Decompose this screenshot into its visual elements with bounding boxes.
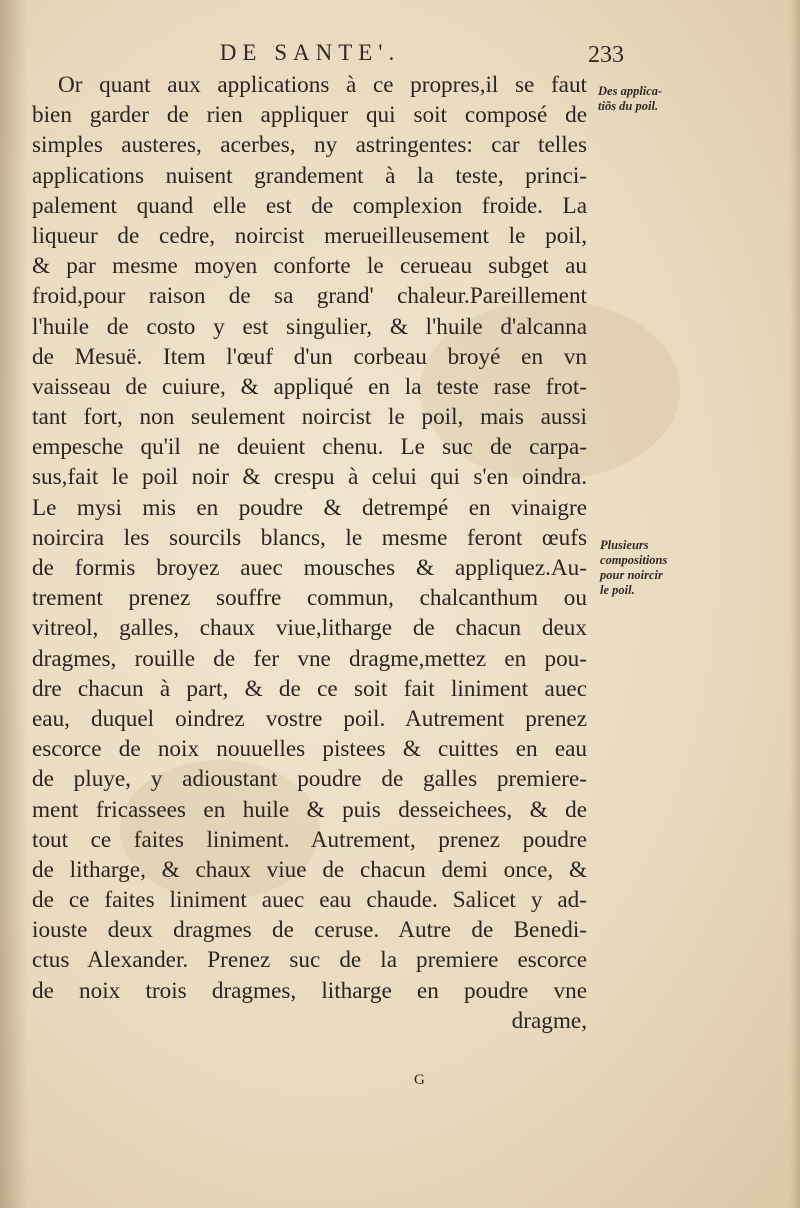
text-line: trement prenez souffre commun, chalcanthum ou bbox=[32, 585, 587, 612]
text-line: sus,fait le poil noir & crespu à celui qui s'en oindra. bbox=[32, 464, 587, 491]
text-line: applications nuisent grandement à la teste, princi- bbox=[32, 162, 587, 189]
text-line: vaisseau de cuiure, & appliqué en la teste rase frot- bbox=[32, 373, 587, 400]
main-text-block bbox=[32, 70, 587, 1036]
text-line: ment fricassees en huile & puis desseichees, & de bbox=[32, 796, 587, 823]
text-line: empesche qu'il ne deuient chenu. Le suc de carpa- bbox=[32, 434, 587, 461]
text-line: vitreol, galles, chaux viue,litharge de chacun deux bbox=[32, 615, 587, 642]
text-line: eau, duquel oindrez vostre poil. Autrement prenez bbox=[32, 705, 587, 732]
marginal-note-compositions bbox=[600, 538, 710, 598]
text-line: de litharge, & chaux viue de chacun demi once, & bbox=[32, 856, 587, 883]
marginal-note-line: le poil. bbox=[600, 583, 635, 597]
page-edge bbox=[790, 0, 800, 1208]
text-line: escorce de noix nouuelles pistees & cuittes en eau bbox=[32, 736, 587, 763]
signature-mark: G bbox=[414, 1072, 426, 1088]
marginal-note-line: Des applica- bbox=[598, 84, 663, 98]
text-line: noircira les sourcils blancs, le mesme feront œufs bbox=[32, 524, 587, 551]
marginal-note-line: Plusieurs bbox=[600, 538, 649, 552]
text-line: Le mysi mis en poudre & detrempé en vinaigre bbox=[32, 494, 587, 521]
text-line: tant fort, non seulement noircist le poil, mais aussi bbox=[32, 404, 587, 431]
catchword: dragme, bbox=[511, 1007, 587, 1034]
text-line: iouste deux dragmes de ceruse. Autre de Benedi- bbox=[32, 917, 587, 944]
text-line: simples austeres, acerbes, ny astringentes: car telles bbox=[32, 132, 587, 159]
text-line: de formis broyez auec mousches & appliquez.Au- bbox=[32, 555, 587, 581]
text-line: liqueur de cedre, noircist merueilleusement le poil, bbox=[32, 222, 587, 249]
text-line: froid,pour raison de sa grand' chaleur.Pareillement bbox=[32, 283, 587, 310]
text-line: de Mesuë. Item l'œuf d'un corbeau broyé en vn bbox=[32, 343, 587, 370]
text-line: palement quand elle est de complexion froide. La bbox=[32, 192, 587, 219]
marginal-note-line: pour noircir bbox=[600, 568, 663, 582]
text-line: dragmes, rouille de fer vne dragme,mettez en pou- bbox=[32, 645, 587, 672]
text-line: l'huile de costo y est singulier, & l'huile d'alcanna bbox=[32, 313, 587, 340]
text-line: & par mesme moyen conforte le cerueau subget au bbox=[32, 253, 587, 280]
marginal-note-line: compositions bbox=[600, 553, 668, 567]
marginal-note-applications bbox=[598, 84, 708, 114]
text-line: de pluye, y adioustant poudre de galles premiere- bbox=[32, 766, 587, 793]
running-title: DE SANTE'. bbox=[219, 40, 401, 65]
text-line: ctus Alexander. Prenez suc de la premiere escorce bbox=[32, 947, 587, 974]
text-line: de noix trois dragmes, litharge en poudre vne bbox=[32, 977, 587, 1004]
page-number: 233 bbox=[588, 42, 624, 68]
text-line: Or quant aux applications à ce propres,il se faut bbox=[58, 72, 587, 98]
text-line: dre chacun à part, & de ce soit fait liniment auec bbox=[32, 675, 587, 702]
text-line: bien garder de rien appliquer qui soit composé de bbox=[32, 102, 587, 129]
marginal-note-line: tiõs du poil. bbox=[598, 99, 659, 113]
text-line: de ce faites liniment auec eau chaude. Salicet y ad- bbox=[32, 887, 587, 914]
gutter-shadow bbox=[0, 0, 28, 1208]
text-line: tout ce faites liniment. Autrement, prenez poudre bbox=[32, 826, 587, 853]
